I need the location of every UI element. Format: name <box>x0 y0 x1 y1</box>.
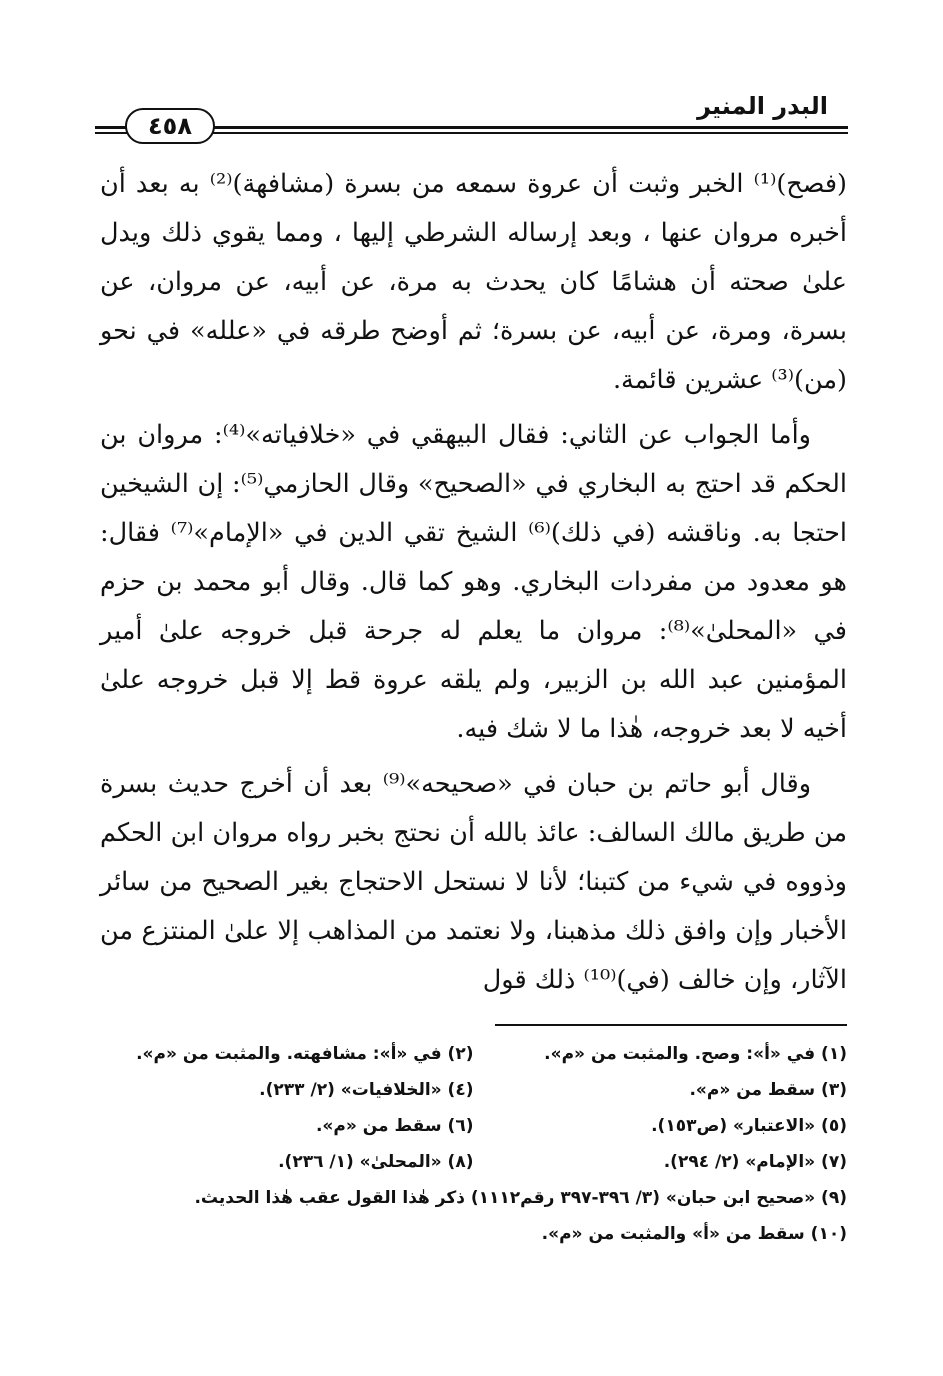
paragraph: وأما الجواب عن الثاني: فقال البيهقي في «خلافياته»⁽⁴⁾: مروان بن الحكم قد احتج به البخاري في «الصحيح» وقال الحازمي⁽⁵⁾: إن الشيخين احتجا به. وناقشه (في ذلك)⁽⁶⁾ الشيخ تقي الدين في «الإمام»⁽⁷⁾ فقال: هو معدود من مفردات البخاري. وهو كما قال. وقال أبو محمد بن حزم في «المحلىٰ»⁽⁸⁾: مروان ما يعلم له جرحة قبل خروجه علىٰ أمير المؤمنين عبد الله بن الزبير، ولم يلقه عروة قط إلا قبل خروجه علىٰ أخيه لا بعد خروجه، هٰذا ما لا شك فيه. <box>100 420 847 744</box>
footnote-4: (٤) «الخلافيات» (٢/ ٢٣٣). <box>259 1080 474 1100</box>
footnote-8: (٨) «المحلىٰ» (١/ ٢٣٦). <box>278 1152 474 1172</box>
paragraph: وقال أبو حاتم بن حبان في «صحيحه»⁽⁹⁾ بعد أن أخرج حديث بسرة من طريق مالك السالف: عائذ بالله أن نحتج بخبر رواه مروان ابن الحكم وذووه في شيء من كتبنا؛ لأنا لا نستحل الاحتجاج بغير الصحيح من سائر الأخبار وإن وافق ذلك مذهبنا، ولا نعتمد من المذاهب إلا علىٰ المنتزع من الآثار، وإن خالف (في)⁽¹⁰⁾ ذلك قول <box>100 769 847 995</box>
footnote-row <box>100 1144 847 1180</box>
footnotes <box>100 1036 847 1252</box>
footnote-10: (١٠) سقط من «أ» والمثبت من «م». <box>541 1224 847 1244</box>
footnote-1: (١) في «أ»: وصح. والمثبت من «م». <box>544 1044 847 1064</box>
page-number: ٤٥٨ <box>125 108 215 144</box>
footnote-row <box>100 1072 847 1108</box>
main-text <box>100 160 847 1011</box>
page-header <box>95 92 848 142</box>
footnote-row <box>100 1036 847 1072</box>
footnote-row <box>100 1108 847 1144</box>
running-title: البدر المنير <box>697 92 828 120</box>
footnote-2: (٢) في «أ»: مشافهته. والمثبت من «م». <box>136 1044 474 1064</box>
footnote-6: (٦) سقط من «م». <box>315 1116 474 1136</box>
paragraph: (فصح)⁽¹⁾ الخبر وثبت أن عروة سمعه من بسرة (مشافهة)⁽²⁾ به بعد أن أخبره مروان عنها ، وبعد إرساله الشرطي إليها ، ومما يقوي ذلك ويدل علىٰ صحته أن هشامًا كان يحدث به مرة، عن أبيه، عن مروان، عن بسرة، ومرة، عن أبيه، عن بسرة؛ ثم أوضح طرقه في «علله» في نحو (من)⁽³⁾ عشرين قائمة. <box>100 169 848 395</box>
footnote-separator <box>495 1024 847 1026</box>
footnote-9: (٩) «صحيح ابن حبان» (٣/ ٣٩٦-٣٩٧ رقم١١١٢) ذكر هٰذا القول عقب هٰذا الحديث. <box>194 1188 847 1208</box>
footnote-7: (٧) «الإمام» (٢/ ٢٩٤). <box>663 1152 847 1172</box>
footnote-3: (٣) سقط من «م». <box>689 1080 847 1100</box>
footnote-5: (٥) «الاعتبار» (ص١٥٣). <box>651 1116 847 1136</box>
